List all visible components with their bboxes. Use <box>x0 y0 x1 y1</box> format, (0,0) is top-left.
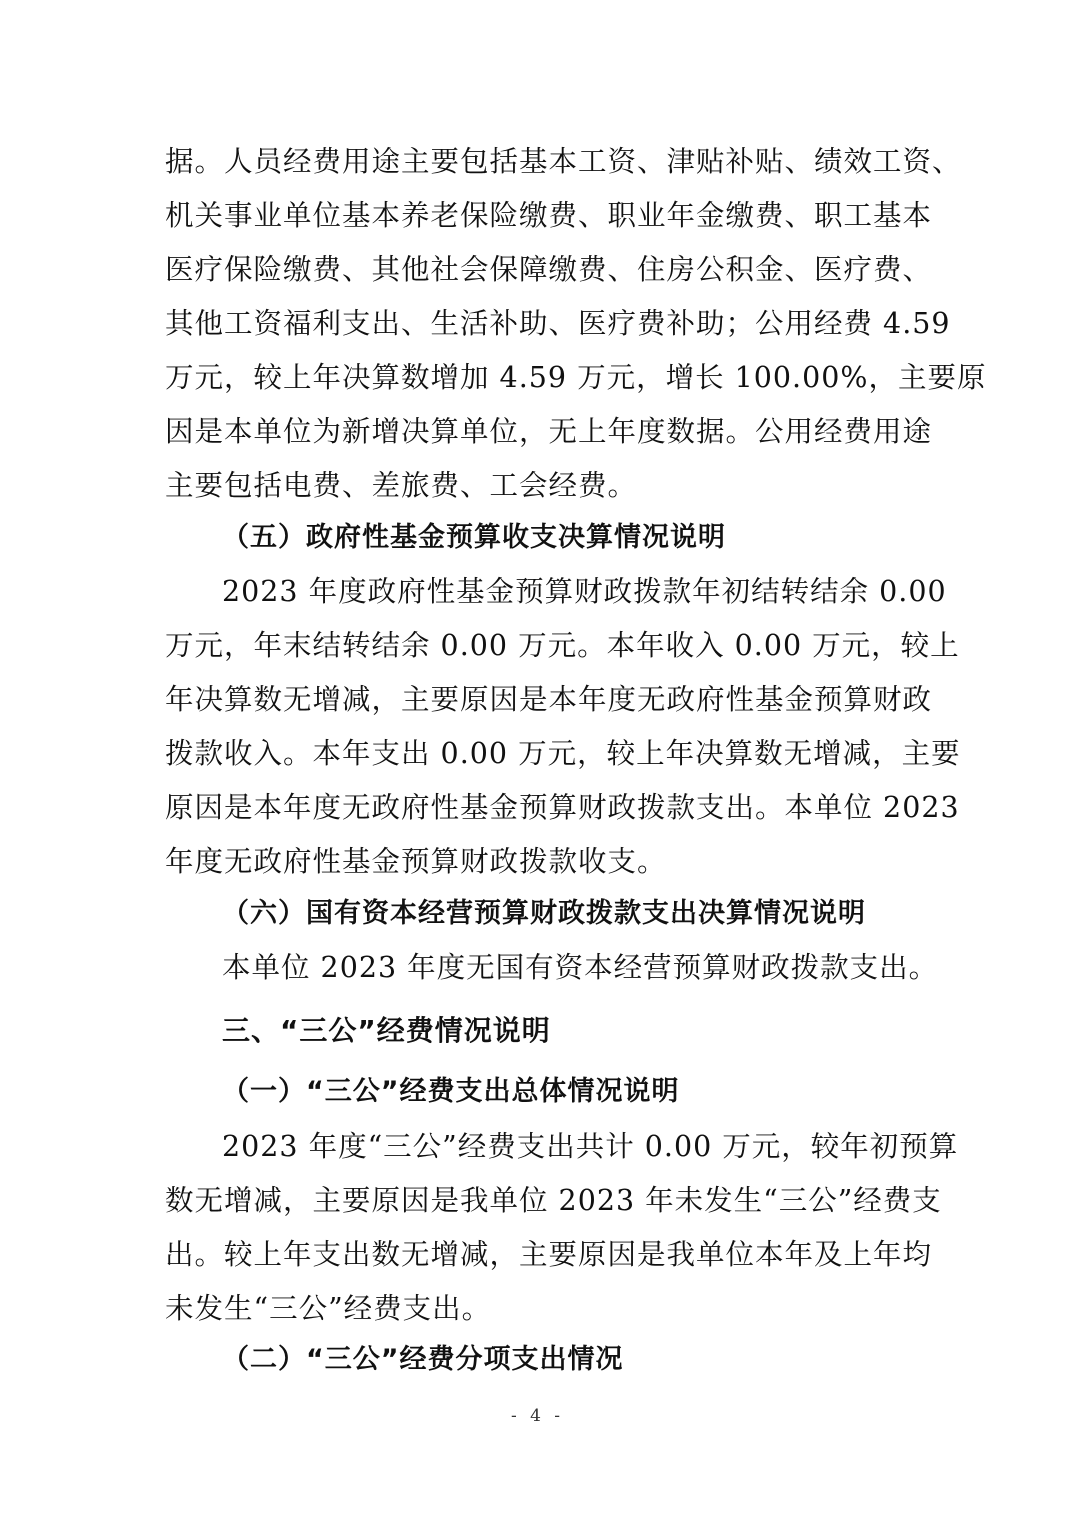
text-line: 拨款收入。本年支出 0.00 万元，较上年决算数无增减，主要 <box>165 737 961 770</box>
section-heading-three-public-overall: （一）“三公”经费支出总体情况说明 <box>222 1076 680 1107</box>
text-line: 机关事业单位基本养老保险缴费、职业年金缴费、职工基本 <box>165 199 933 232</box>
text-line: 2023 年度政府性基金预算财政拨款年初结转结余 0.00 <box>222 575 947 608</box>
part-heading-three-public: 三、“三公”经费情况说明 <box>222 1014 551 1047</box>
text-line: 2023 年度“三公”经费支出共计 0.00 万元，较年初预算 <box>222 1130 959 1163</box>
text-line: 其他工资福利支出、生活补助、医疗费补助；公用经费 4.59 <box>165 307 951 340</box>
text-line: 数无增减，主要原因是我单位 2023 年未发生“三公”经费支 <box>165 1184 942 1217</box>
text-line: 医疗保险缴费、其他社会保障缴费、住房公积金、医疗费、 <box>165 253 933 286</box>
section-heading-state-capital: （六）国有资本经营预算财政拨款支出决算情况说明 <box>222 898 866 929</box>
paragraph-government-fund <box>165 565 961 889</box>
text-line: 据。人员经费用途主要包括基本工资、津贴补贴、绩效工资、 <box>165 145 962 178</box>
paragraph-three-public-overall <box>165 1120 959 1336</box>
paragraph-state-capital <box>165 941 939 995</box>
text-line: 本单位 2023 年度无国有资本经营预算财政拨款支出。 <box>222 951 939 984</box>
text-line: 主要包括电费、差旅费、工会经费。 <box>165 469 638 502</box>
text-line: 原因是本年度无政府性基金预算财政拨款支出。本单位 2023 <box>165 791 960 824</box>
text-line: 年度无政府性基金预算财政拨款收支。 <box>165 845 667 878</box>
paragraph-personnel-expenses <box>165 135 987 513</box>
text-line: 未发生“三公”经费支出。 <box>165 1292 492 1325</box>
text-line: 万元，较上年决算数增加 4.59 万元，增长 100.00%，主要原 <box>165 361 987 394</box>
text-line: 因是本单位为新增决算单位，无上年度数据。公用经费用途 <box>165 415 933 448</box>
section-heading-government-fund: （五）政府性基金预算收支决算情况说明 <box>222 522 726 553</box>
text-line: 万元，年末结转结余 0.00 万元。本年收入 0.00 万元，较上 <box>165 629 960 662</box>
page-number: - 4 - <box>510 1406 565 1426</box>
text-line: 出。较上年支出数无增减，主要原因是我单位本年及上年均 <box>165 1238 933 1271</box>
text-line: 年决算数无增减，主要原因是本年度无政府性基金预算财政 <box>165 683 933 716</box>
section-heading-three-public-itemized: （二）“三公”经费分项支出情况 <box>222 1344 624 1375</box>
